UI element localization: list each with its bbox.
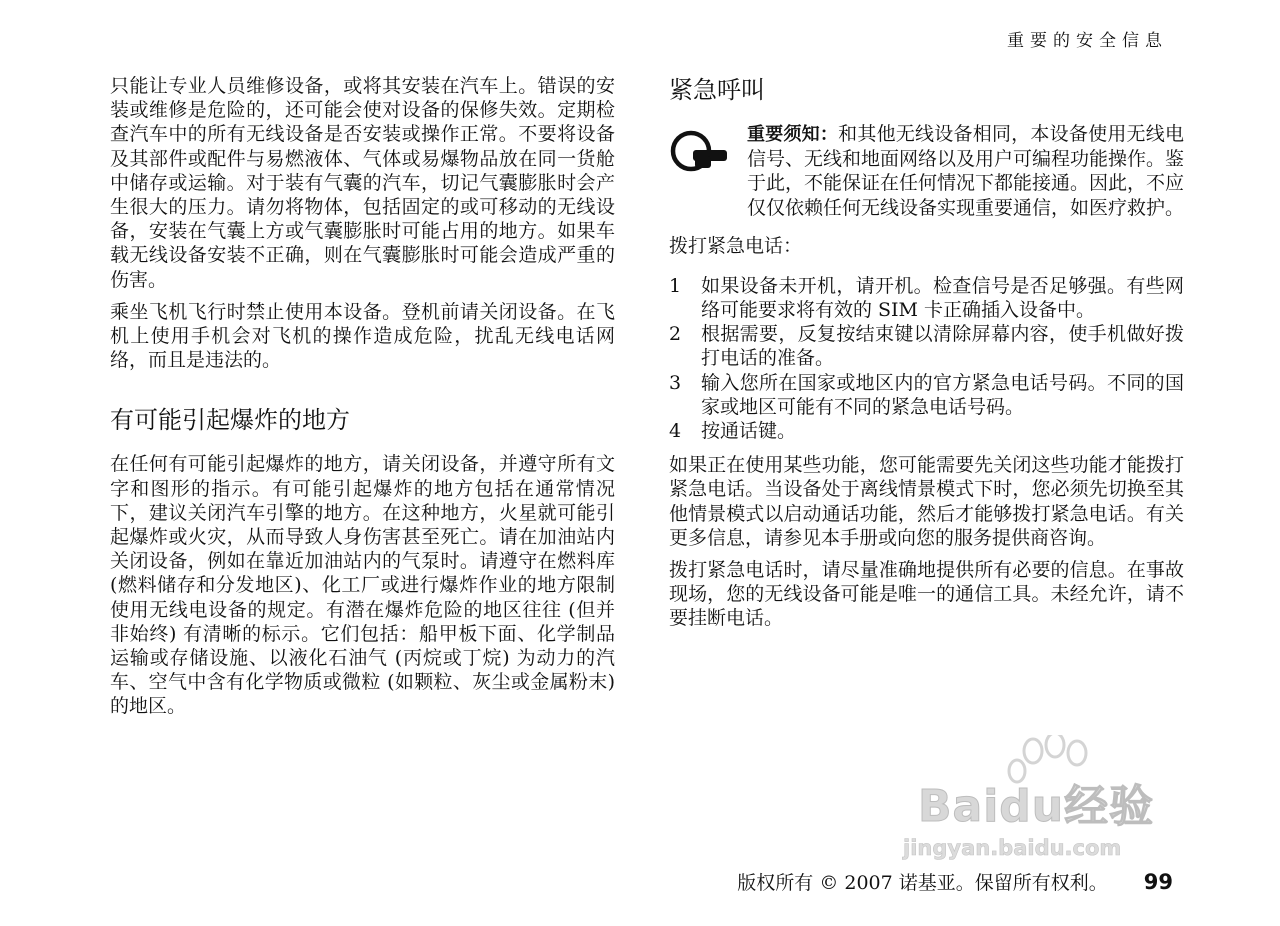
left-column: [110, 74, 615, 727]
paragraph-vehicle-safety: 只能让专业人员维修设备，或将其安装在汽车上。错误的安装或维修是危险的，还可能会使对设备的保修失效。定期检查汽车中的所有无线设备是否安装或操作正常。不要将设备及其部件或配件与易燃液体、气体或易爆物品放在同一货舱中储存或运输。对于装有气囊的汽车，切记气囊膨胀时会产生很大的压力。请勿将物体，包括固定的或可移动的无线设备，安装在气囊上方或气囊膨胀时可能占用的地方。如果车载无线设备安装不正确，则在气囊膨胀时可能会造成严重的伤害。: [110, 75, 615, 291]
right-column: [669, 74, 1184, 639]
notice-label: 重要须知：: [747, 124, 839, 145]
running-header: 重要的安全信息: [1007, 31, 1168, 51]
step-number: 4: [669, 420, 682, 443]
paragraph-provide-info: 拨打紧急电话时，请尽量准确地提供所有必要的信息。在事故现场，您的无线设备可能是唯一的通信工具。未经允许，请不要挂断电话。: [669, 559, 1184, 630]
paragraph-explosive-areas: 在任何有可能引起爆炸的地方，请关闭设备，并遵守所有文字和图形的指示。有可能引起爆炸的地方包括在通常情况下，建议关闭汽车引擎的地方。在这种地方，火星就可能引起爆炸或火灾，从而导致人身伤害甚至死亡。请在加油站内关闭设备，例如在靠近加油站内的气泵时。请遵守在燃料库 (燃料储存和分发地区)、化工厂或进行爆炸作业的地方限制使用无线电设备的规定。有潜在爆炸危险的地区往往 (但并非始终) 有清晰的标示。它们包括：船甲板下面、化学制品运输或存储设施、以液化石油气 (丙烷或丁烷) 为动力的汽车、空气中含有化学物质或微粒 (如颗粒、灰尘或金属粉末) 的地区。: [110, 453, 615, 718]
paragraph-profiles: 如果正在使用某些功能，您可能需要先关闭这些功能才能拨打紧急电话。当设备处于离线情景模式下时，您必须先切换至其他情景模式以启动通话功能，然后才能够拨打紧急电话。有关更多信息，请参见本手册或向您的服务提供商咨询。: [669, 454, 1184, 549]
step-number: 2: [669, 323, 682, 346]
heading-explosive-areas: 有可能引起爆炸的地方: [110, 406, 350, 435]
subheading-dial-emergency: 拨打紧急电话：: [669, 234, 803, 257]
list-item: [669, 322, 1184, 370]
footer: [737, 868, 1173, 895]
list-item: [669, 419, 1184, 443]
notice-hand-pointer-icon: [669, 126, 729, 176]
step-text: 根据需要，反复按结束键以清除屏幕内容，使手机做好拨打电话的准备。: [701, 323, 1184, 370]
watermark-url: jingyan.baidu.com: [903, 836, 1122, 860]
important-notice: [669, 122, 1184, 220]
copyright-text: 版权所有 © 2007 诺基亚。保留所有权利。: [737, 872, 1108, 894]
notice-text: 和其他无线设备相同，本设备使用无线电信号、无线和地面网络以及用户可编程功能操作。鉴于此，不能保证在任何情况下都能接通。因此，不应仅仅依赖任何无线设备实现重要通信，如医疗救护。: [747, 123, 1185, 219]
heading-emergency-calls: 紧急呼叫: [669, 76, 765, 104]
paragraph-aircraft: 乘坐飞机飞行时禁止使用本设备。登机前请关闭设备。在飞机上使用手机会对飞机的操作造成危险，扰乱无线电话网络，而且是违法的。: [110, 300, 615, 372]
list-item: [669, 274, 1184, 322]
emergency-steps-list: [669, 274, 1184, 443]
notice-body: [747, 122, 1184, 220]
step-text: 如果设备未开机，请开机。检查信号是否足够强。有些网络可能要求将有效的 SIM 卡正确插入设备中。: [701, 274, 1184, 322]
watermark-brand: Baidu经验: [918, 781, 1155, 832]
step-text: 输入您所在国家或地区内的官方紧急电话号码。不同的国家或地区可能有不同的紧急电话号码。: [701, 371, 1184, 418]
step-number: 3: [669, 371, 682, 394]
page-number: 99: [1143, 870, 1173, 894]
list-item: [669, 371, 1184, 419]
step-text: 按通话键。: [701, 420, 797, 443]
step-number: 1: [669, 274, 682, 297]
